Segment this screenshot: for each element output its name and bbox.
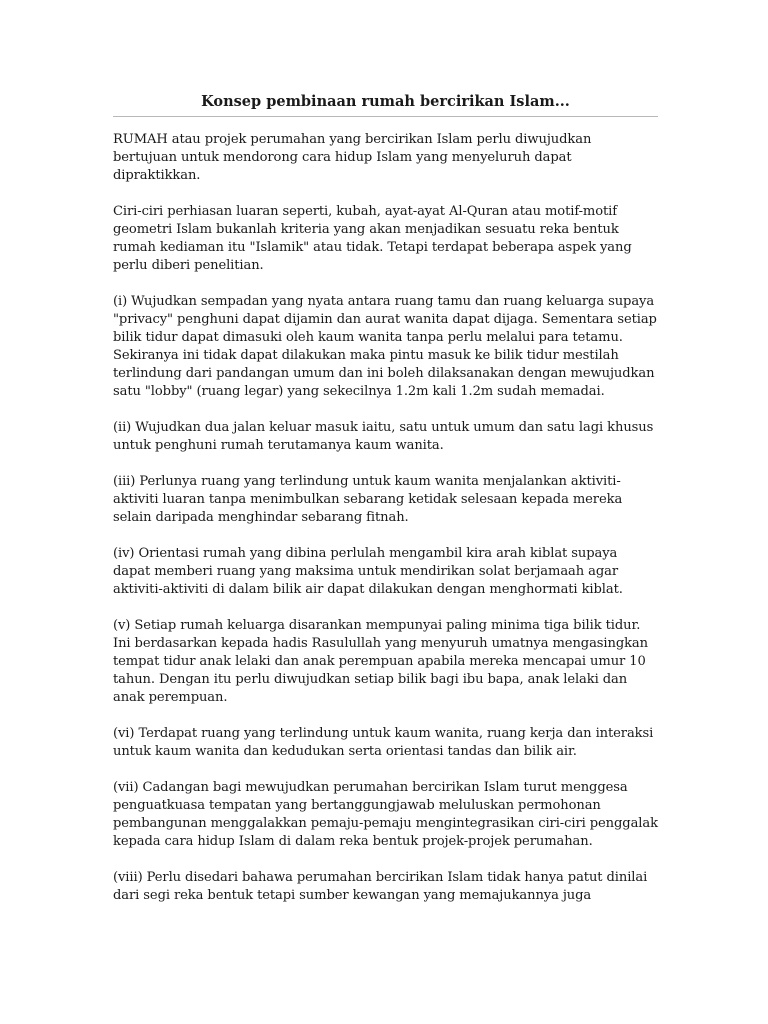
paragraph-point-iii: (iii) Perlunya ruang yang terlindung untuk kaum wanita menjalankan aktiviti-aktiviti luaran tanpa menimbulkan sebarang ketidak selesaan kepada mereka selain daripada menghindar sebarang fitnah. [113,474,623,525]
paragraph-decoration: Ciri-ciri perhiasan luaran seperti, kubah, ayat-ayat Al-Quran atau motif-motif geometri Islam bukanlah kriteria yang akan menjadikan sesuatu reka bentuk rumah kediaman itu "Islamik" atau tidak. Tetapi terdapat beberapa aspek yang perlu diberi penelitian. [113,204,632,273]
document-page [113,92,658,923]
paragraph-intro: RUMAH atau projek perumahan yang bercirikan Islam perlu diwujudkan bertujuan untuk mendorong cara hidup Islam yang menyeluruh dapat dipraktikkan. [113,132,592,183]
title-divider [113,116,658,117]
paragraph-point-i: (i) Wujudkan sempadan yang nyata antara ruang tamu dan ruang keluarga supaya "privacy" penghuni dapat dijamin dan aurat wanita dapat dijaga. Sementara setiap bilik tidur dapat dimasuki oleh kaum wanita tanpa perlu melalui para tetamu. Sekiranya ini tidak dapat dilakukan maka pintu masuk ke bilik tidur mestilah terlindung dari pandangan umum dan ini boleh dilaksanakan dengan mewujudkan satu "lobby" (ruang legar) yang sekecilnya 1.2m kali 1.2m sudah memadai. [113,294,657,399]
document-body [113,131,658,905]
paragraph-point-viii: (viii) Perlu disedari bahawa perumahan bercirikan Islam tidak hanya patut dinilai dari segi reka bentuk tetapi sumber kewangan yang memajukannya juga [113,870,648,903]
paragraph-point-iv: (iv) Orientasi rumah yang dibina perlulah mengambil kira arah kiblat supaya dapat memberi ruang yang maksima untuk mendirikan solat berjamaah agar aktiviti-aktiviti di dalam bilik air dapat dilakukan dengan menghormati kiblat. [113,546,623,597]
document-title: Konsep pembinaan rumah bercirikan Islam... [201,93,570,110]
paragraph-point-vii: (vii) Cadangan bagi mewujudkan perumahan bercirikan Islam turut menggesa penguatkuasa tempatan yang bertanggungjawab meluluskan permohonan pembangunan menggalakkan pemaju-pemaju mengintegrasikan ciri-ciri penggalak kepada cara hidup Islam di dalam reka bentuk projek-projek perumahan. [113,780,658,849]
paragraph-point-ii: (ii) Wujudkan dua jalan keluar masuk iaitu, satu untuk umum dan satu lagi khusus untuk penghuni rumah terutamanya kaum wanita. [113,420,654,453]
paragraph-point-v: (v) Setiap rumah keluarga disarankan mempunyai paling minima tiga bilik tidur. Ini berdasarkan kepada hadis Rasulullah yang menyuruh umatnya mengasingkan tempat tidur anak lelaki dan anak perempuan apabila mereka mencapai umur 10 tahun. Dengan itu perlu diwujudkan setiap bilik bagi ibu bapa, anak lelaki dan anak perempuan. [113,618,648,705]
paragraph-point-vi: (vi) Terdapat ruang yang terlindung untuk kaum wanita, ruang kerja dan interaksi untuk kaum wanita dan kedudukan serta orientasi tandas dan bilik air. [113,726,654,759]
